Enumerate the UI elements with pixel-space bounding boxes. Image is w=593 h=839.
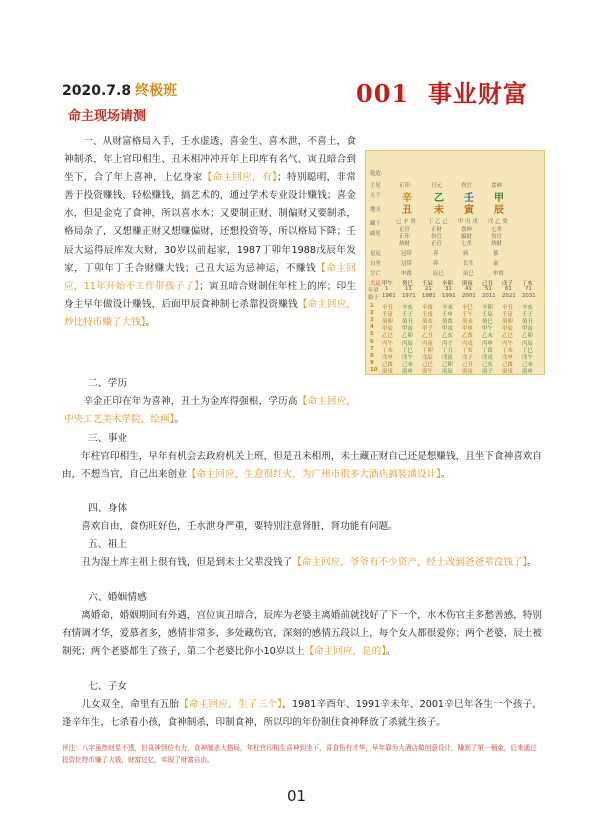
- chart-kongwang: 申酉: [401, 271, 412, 277]
- chart-liunian-index: 6: [370, 338, 374, 345]
- chart-liunian-cell: 壬戌: [422, 312, 433, 319]
- chart-liunian-cell: 丙戌: [462, 340, 473, 347]
- wealth-text-1: 一、从财富格局入手，壬水虚透，喜金生、喜木泄，不喜土，食神制杀，年上官印相生、丑未相冲冲开年上印库有名气、寅丑暗合到坐下，合了年上喜神，上亿身家: [64, 136, 356, 184]
- education-end: 。: [174, 414, 184, 426]
- chart-year: 2011: [482, 293, 496, 299]
- chart-dizhi: 辰: [494, 205, 504, 216]
- chart-canggan: 丁 乙 己: [428, 219, 448, 225]
- chart-liunian-cell: 庚申: [402, 368, 413, 375]
- chart-liunian-cell: 乙巳: [382, 333, 393, 340]
- chart-fuxing: 正官: [399, 227, 410, 233]
- children-text-1: 儿女双全，命里有五胎: [81, 699, 180, 710]
- chart-age: 21: [425, 286, 432, 292]
- chart-liunian-cell: 壬辰: [482, 312, 493, 319]
- chart-ages-label: 年岁: [368, 288, 379, 294]
- chart-liunian-cell: 庚申: [522, 368, 533, 375]
- section-wealth: [64, 133, 356, 332]
- health-text: 喜欢自由，食伤旺好色，壬水泄身严重，要特别注意肾脏，肾功能有问题。: [81, 521, 398, 532]
- marriage-end: 。: [386, 646, 396, 658]
- case-title: 事业财富: [427, 79, 528, 108]
- career-reply: 【命主回应，生意很红火，为广州市很多大酒店搞装潢设计】: [186, 469, 441, 481]
- chart-liunian-cell: 乙丑: [422, 333, 433, 340]
- chart-liunian-cell: 己未: [522, 361, 533, 368]
- chart-dayun: 壬辰: [422, 281, 433, 287]
- chart-liunian-cell: 己未: [402, 361, 413, 368]
- chart-liunian-cell: 丁丑: [442, 347, 453, 354]
- chart-row-label: 副星: [370, 231, 381, 237]
- chart-liunian-cell: 丁酉: [482, 347, 493, 354]
- chart-col-header: 食神: [491, 183, 502, 189]
- chart-fuxing: 七杀: [461, 241, 472, 247]
- chart-canggan: 甲 丙 戊: [458, 219, 478, 225]
- section-children: [62, 696, 542, 732]
- chart-liunian-cell: 辛丑: [502, 305, 513, 311]
- chart-col-header: 正印: [399, 183, 410, 189]
- chart-liunian-cell: 丙午: [382, 340, 393, 347]
- career-text: 年柱官印相生，早年有机会去政府机关上班，但是丑未相刑，未土藏正财自己还是想赚钱，且坐下食神喜欢自由，不想当官，自己出来创业: [62, 451, 542, 481]
- chart-zizuo: 衰: [493, 261, 499, 267]
- chart-age: 1: [385, 286, 389, 292]
- chart-liunian-cell: 壬午: [462, 312, 473, 319]
- date-heading: [62, 80, 177, 100]
- chart-age: 41: [465, 286, 472, 292]
- career-end: 。: [440, 469, 451, 481]
- education-text: 辛金正印在年为喜神，丑土为金库得强根，学历高: [83, 396, 298, 407]
- chart-age: 61: [505, 286, 512, 292]
- chart-age: 11: [405, 286, 412, 292]
- chart-year: 1991: [442, 293, 456, 299]
- chart-fuxing: 偏财: [461, 234, 472, 240]
- chart-liunian-cell: 戊午: [522, 354, 533, 361]
- chart-liunian-cell: 庚戌: [502, 368, 513, 375]
- chart-liunian-cell: 戊子: [462, 354, 473, 361]
- chart-liunian-cell: 己丑: [462, 361, 473, 368]
- chart-liunian-cell: 戊申: [382, 354, 393, 361]
- footnote: 评注：八字虽然财星不透，但喜神到位有力，食神制杀大格局，年柱官印相生喜神到坐下，喜食伤有才华，早年靠为大酒店做创意设计，赚到了第一桶金，后来通过投资比特币赚了大钱，财富过亿，实现了财富自由。: [62, 744, 537, 764]
- chart-year: 1961: [382, 293, 396, 299]
- chart-dayun: 丁亥: [522, 281, 533, 287]
- chart-fuxing: 伤官: [491, 234, 502, 240]
- chart-liunian-index: 7: [370, 345, 374, 352]
- chart-liunian-cell: 丁未: [382, 347, 393, 354]
- heading-ancestry: 五、祖上: [88, 539, 128, 550]
- chart-liunian-cell: 癸丑: [522, 319, 533, 326]
- chart-kongwang: 辰巳: [433, 271, 444, 277]
- heading-marriage: 六、婚姻情感: [88, 592, 147, 603]
- chart-liunian-cell: 甲申: [462, 326, 473, 333]
- chart-year: 2021: [502, 293, 516, 299]
- chart-liunian-cell: 戊辰: [422, 354, 433, 361]
- chart-year: 1971: [402, 293, 416, 299]
- chart-liunian-cell: 庚寅: [462, 368, 473, 375]
- heading-career: 三、事业: [88, 433, 128, 444]
- chart-row-label: 空亡: [370, 271, 381, 277]
- chart-liunian-cell: 甲辰: [502, 326, 513, 333]
- chart-row-label: 藏干: [370, 221, 381, 227]
- chart-liunian-cell: 甲寅: [522, 326, 533, 333]
- chart-year: 2001: [462, 293, 476, 299]
- children-reply: 【命主回应，生了三个】: [179, 699, 283, 710]
- chart-liunian-cell: 己卯: [442, 361, 453, 368]
- heading-education: 二、学历: [88, 378, 128, 389]
- chart-canggan: 戊 乙 癸: [488, 219, 508, 225]
- chart-liunian-cell: 己亥: [482, 361, 493, 368]
- chart-liunian-cell: 甲子: [422, 326, 433, 333]
- chart-zizuo: 长生: [463, 261, 474, 267]
- chart-liunian-cell: 辛酉: [422, 305, 433, 311]
- chart-dizhi: 寅: [464, 205, 474, 216]
- chart-liunian-cell: 己酉: [382, 361, 393, 368]
- chart-liunian-cell: 癸巳: [482, 319, 493, 326]
- chart-liunian-cell: 丙辰: [522, 340, 533, 347]
- chart-fuxing: 劫财: [491, 241, 502, 247]
- chart-liunian-cell: 辛未: [442, 305, 453, 311]
- case-number: 001: [356, 79, 410, 108]
- chart-row-label: 星运: [370, 251, 381, 257]
- chart-liunian-cell: 癸酉: [442, 319, 453, 326]
- chart-years-label: 始于: [368, 295, 379, 301]
- chart-zizuo: 养: [433, 261, 439, 267]
- chart-liunian-cell: 乙巳: [502, 333, 513, 340]
- chart-liunian-cell: 甲戌: [442, 326, 453, 333]
- chart-liunian-index: 5: [370, 331, 374, 338]
- chart-fuxing: 食神: [461, 227, 472, 233]
- chart-xingyun: 墓: [493, 251, 499, 257]
- chart-liunian-cell: 甲午: [482, 326, 493, 333]
- chart-liunian-cell: 己酉: [502, 361, 513, 368]
- chart-liunian-index: 3: [370, 317, 374, 324]
- chart-liunian-cell: 壬子: [522, 312, 533, 319]
- chart-row-label: 主星: [370, 183, 381, 189]
- chart-fuxing: 正印: [399, 234, 410, 240]
- chart-liunian-cell: 丁亥: [462, 347, 473, 354]
- subtitle: 命主现场请测: [68, 109, 147, 124]
- chart-dayun: 庚寅: [462, 281, 473, 287]
- chart-dayun: 甲午: [382, 281, 393, 287]
- chart-liunian-cell: 丁巳: [402, 347, 413, 354]
- chart-liunian-cell: 丙寅: [422, 340, 433, 347]
- chart-liunian-cell: 乙亥: [442, 333, 453, 340]
- chart-age: 71: [525, 286, 532, 292]
- wealth-text-3: ；寅丑暗合财制住年柱上的库；印生身主早年做设计赚钱，后面甲辰食神制七杀靠投资赚钱: [64, 280, 356, 310]
- chart-liunian-cell: 丁巳: [522, 347, 533, 354]
- section-ancestry: [62, 554, 542, 572]
- chart-fuxing: 七杀: [491, 227, 502, 233]
- chart-year: 2031: [522, 293, 536, 299]
- chart-liunian-cell: 癸卯: [502, 319, 513, 326]
- chart-canggan: 己 辛 癸: [396, 219, 416, 225]
- chart-dizhi: 未: [434, 205, 444, 216]
- chart-liunian-index: 1: [370, 303, 374, 309]
- chart-liunian-cell: 丁未: [502, 347, 513, 354]
- chart-liunian-cell: 丙子: [442, 340, 453, 347]
- chart-zizuo: 冠带: [401, 261, 412, 267]
- chart-dizhi: 丑: [402, 205, 412, 216]
- chart-liunian-index: 9: [370, 359, 374, 366]
- chart-liunian-cell: 戊午: [402, 354, 413, 361]
- chart-liunian-cell: 乙酉: [462, 333, 473, 340]
- chart-xingyun: 病: [463, 251, 469, 257]
- chart-row-label: 乾造:: [370, 171, 383, 177]
- chart-fuxing: 正官: [431, 241, 442, 247]
- chart-row-label: 地支: [370, 207, 381, 213]
- chart-liunian-cell: 壬寅: [382, 312, 393, 319]
- date: 2020.7.8: [62, 83, 132, 99]
- client-reply-2: 【命主回应，11年开始不工作带孩子了】: [64, 262, 357, 292]
- chart-liunian-cell: 辛亥: [402, 305, 413, 311]
- chart-tiangan: 乙: [434, 193, 444, 204]
- chart-liunian-cell: 庚子: [482, 368, 493, 375]
- client-reply-1: 【命主回应，有】: [202, 172, 278, 184]
- section-education: [64, 393, 356, 429]
- page-title: [356, 74, 528, 109]
- chart-row-label: 自坐: [370, 261, 381, 267]
- chart-col-header: 伤官: [461, 183, 472, 189]
- page-number: 01: [286, 787, 307, 805]
- section-marriage: [62, 607, 542, 661]
- chart-col-header: 日元: [431, 183, 442, 189]
- chart-liunian-index: 10: [370, 366, 378, 373]
- chart-liunian-cell: 乙卯: [402, 333, 413, 340]
- chart-liunian-cell: 癸丑: [402, 319, 413, 326]
- chart-liunian-index: 8: [370, 352, 374, 359]
- section-career: [62, 448, 542, 484]
- chart-dayun: 癸巳: [402, 281, 413, 287]
- chart-liunian-cell: 壬申: [442, 312, 453, 319]
- chart-kongwang: 申酉: [493, 271, 504, 277]
- chart-liunian-cell: 己巳: [422, 361, 433, 368]
- chart-fuxing: 正财: [431, 227, 442, 233]
- class-name: 终极班: [135, 83, 178, 99]
- chart-xingyun: 冠带: [401, 251, 412, 257]
- heading-health: 四、身体: [88, 503, 128, 514]
- chart-dayun: 戊子: [502, 281, 513, 287]
- chart-liunian-cell: 辛卯: [482, 305, 493, 311]
- chart-liunian-cell: 癸亥: [422, 319, 433, 326]
- heading-children: 七、子女: [88, 681, 128, 692]
- chart-liunian-cell: 乙卯: [522, 333, 533, 340]
- chart-liunian-cell: 壬子: [402, 312, 413, 319]
- ancestry-text: 丑为湿土库主祖上很有钱，但是到未土父辈没钱了: [81, 557, 293, 568]
- chart-year: 1981: [422, 293, 436, 299]
- chart-liunian-cell: 丁卯: [422, 347, 433, 354]
- chart-liunian-cell: 辛丑: [382, 305, 393, 311]
- chart-liunian-cell: 庚辰: [442, 368, 453, 375]
- chart-age: 51: [485, 286, 492, 292]
- education-reply: 【命主回应，中央工艺美术学院，绘画】: [64, 396, 357, 426]
- wealth-text-2: ；特别聪明，非常善于投资赚钱，轻松赚钱，搞艺术的，通过学术专业设计赚钱；喜金水，但是金克了食神，所以喜水木；又要制正财、制偏财又要制杀，格局杂了，又想赚正财又想赚偏财，还想投资等，所以格局下降；壬辰大运得辰库发大财，30岁以前起家，1987丁卯年1988戊辰年发家，丁卯年丁壬合财赚大钱；己丑大运为忌神运，不赚钱: [64, 172, 357, 274]
- chart-dayun: 己丑: [482, 281, 493, 287]
- chart-liunian-cell: 辛巳: [462, 305, 473, 311]
- chart-liunian-cell: 戊寅: [442, 354, 453, 361]
- marriage-reply: 【命主回应，是的】: [304, 646, 387, 658]
- chart-tiangan: 壬: [464, 193, 474, 204]
- bazi-chart: [365, 150, 545, 375]
- chart-fuxing: 劫财: [399, 241, 410, 247]
- chart-kongwang: 辰巳: [463, 271, 474, 277]
- chart-age: 31: [445, 286, 452, 292]
- chart-liunian-cell: 甲辰: [382, 326, 393, 333]
- ancestry-reply: 【命主回应，爷爷有不少资产，经土改到爸爸辈没钱了】: [292, 557, 528, 568]
- chart-liunian-index: 4: [370, 324, 374, 331]
- chart-liunian-cell: 庚戌: [382, 368, 393, 375]
- wealth-text-end: 。: [145, 316, 156, 328]
- chart-liunian-cell: 辛亥: [522, 305, 533, 311]
- chart-liunian-cell: 戊申: [502, 354, 513, 361]
- chart-dayun-title: 大运: [370, 281, 381, 287]
- chart-xingyun: 养: [433, 251, 439, 257]
- chart-liunian-cell: 壬寅: [502, 312, 513, 319]
- ancestry-end: 。: [527, 557, 537, 568]
- chart-liunian-cell: 甲寅: [402, 326, 413, 333]
- chart-row-label: 天干: [370, 193, 381, 199]
- client-reply-3: 【命主回应，炒比特币赚了大钱】: [64, 298, 357, 328]
- chart-liunian-cell: 丙辰: [402, 340, 413, 347]
- chart-liunian-cell: 庚午: [422, 368, 433, 375]
- chart-liunian-cell: 乙未: [482, 333, 493, 340]
- chart-liunian-cell: 癸卯: [382, 319, 393, 326]
- chart-liunian-cell: 丙午: [502, 340, 513, 347]
- marriage-text: 离婚命，婚姻期间有外遇，宫位寅丑暗合，辰库为老婆主离婚前就找好了下一个，水木伤官主多愁善感，特别有情调才华，爱慕者多，感情非常多，多处藏伤官，深刻的感情五段以上，每个女人都很爱你；两个老婆，辰土被制死；两个老婆都生了孩子，第二个老婆比你小10岁以上: [62, 610, 542, 658]
- chart-liunian-cell: 癸未: [462, 319, 473, 326]
- chart-liunian-cell: 丙申: [482, 340, 493, 347]
- children-text-2: ，1981辛酉年、1991辛未年、2001辛巳年各生一个孩子，逢辛年生，七杀看小孩，食神制杀，印制食神，所以印的年份制住食神释放了杀就生孩子。: [62, 699, 543, 729]
- chart-liunian-cell: 戊戌: [482, 354, 493, 361]
- chart-tiangan: 辛: [402, 193, 412, 204]
- chart-liunian-index: 2: [370, 310, 374, 317]
- chart-dayun: 辛卯: [442, 281, 453, 287]
- chart-fuxing: 伤官: [431, 234, 442, 240]
- chart-tiangan: 甲: [494, 193, 504, 204]
